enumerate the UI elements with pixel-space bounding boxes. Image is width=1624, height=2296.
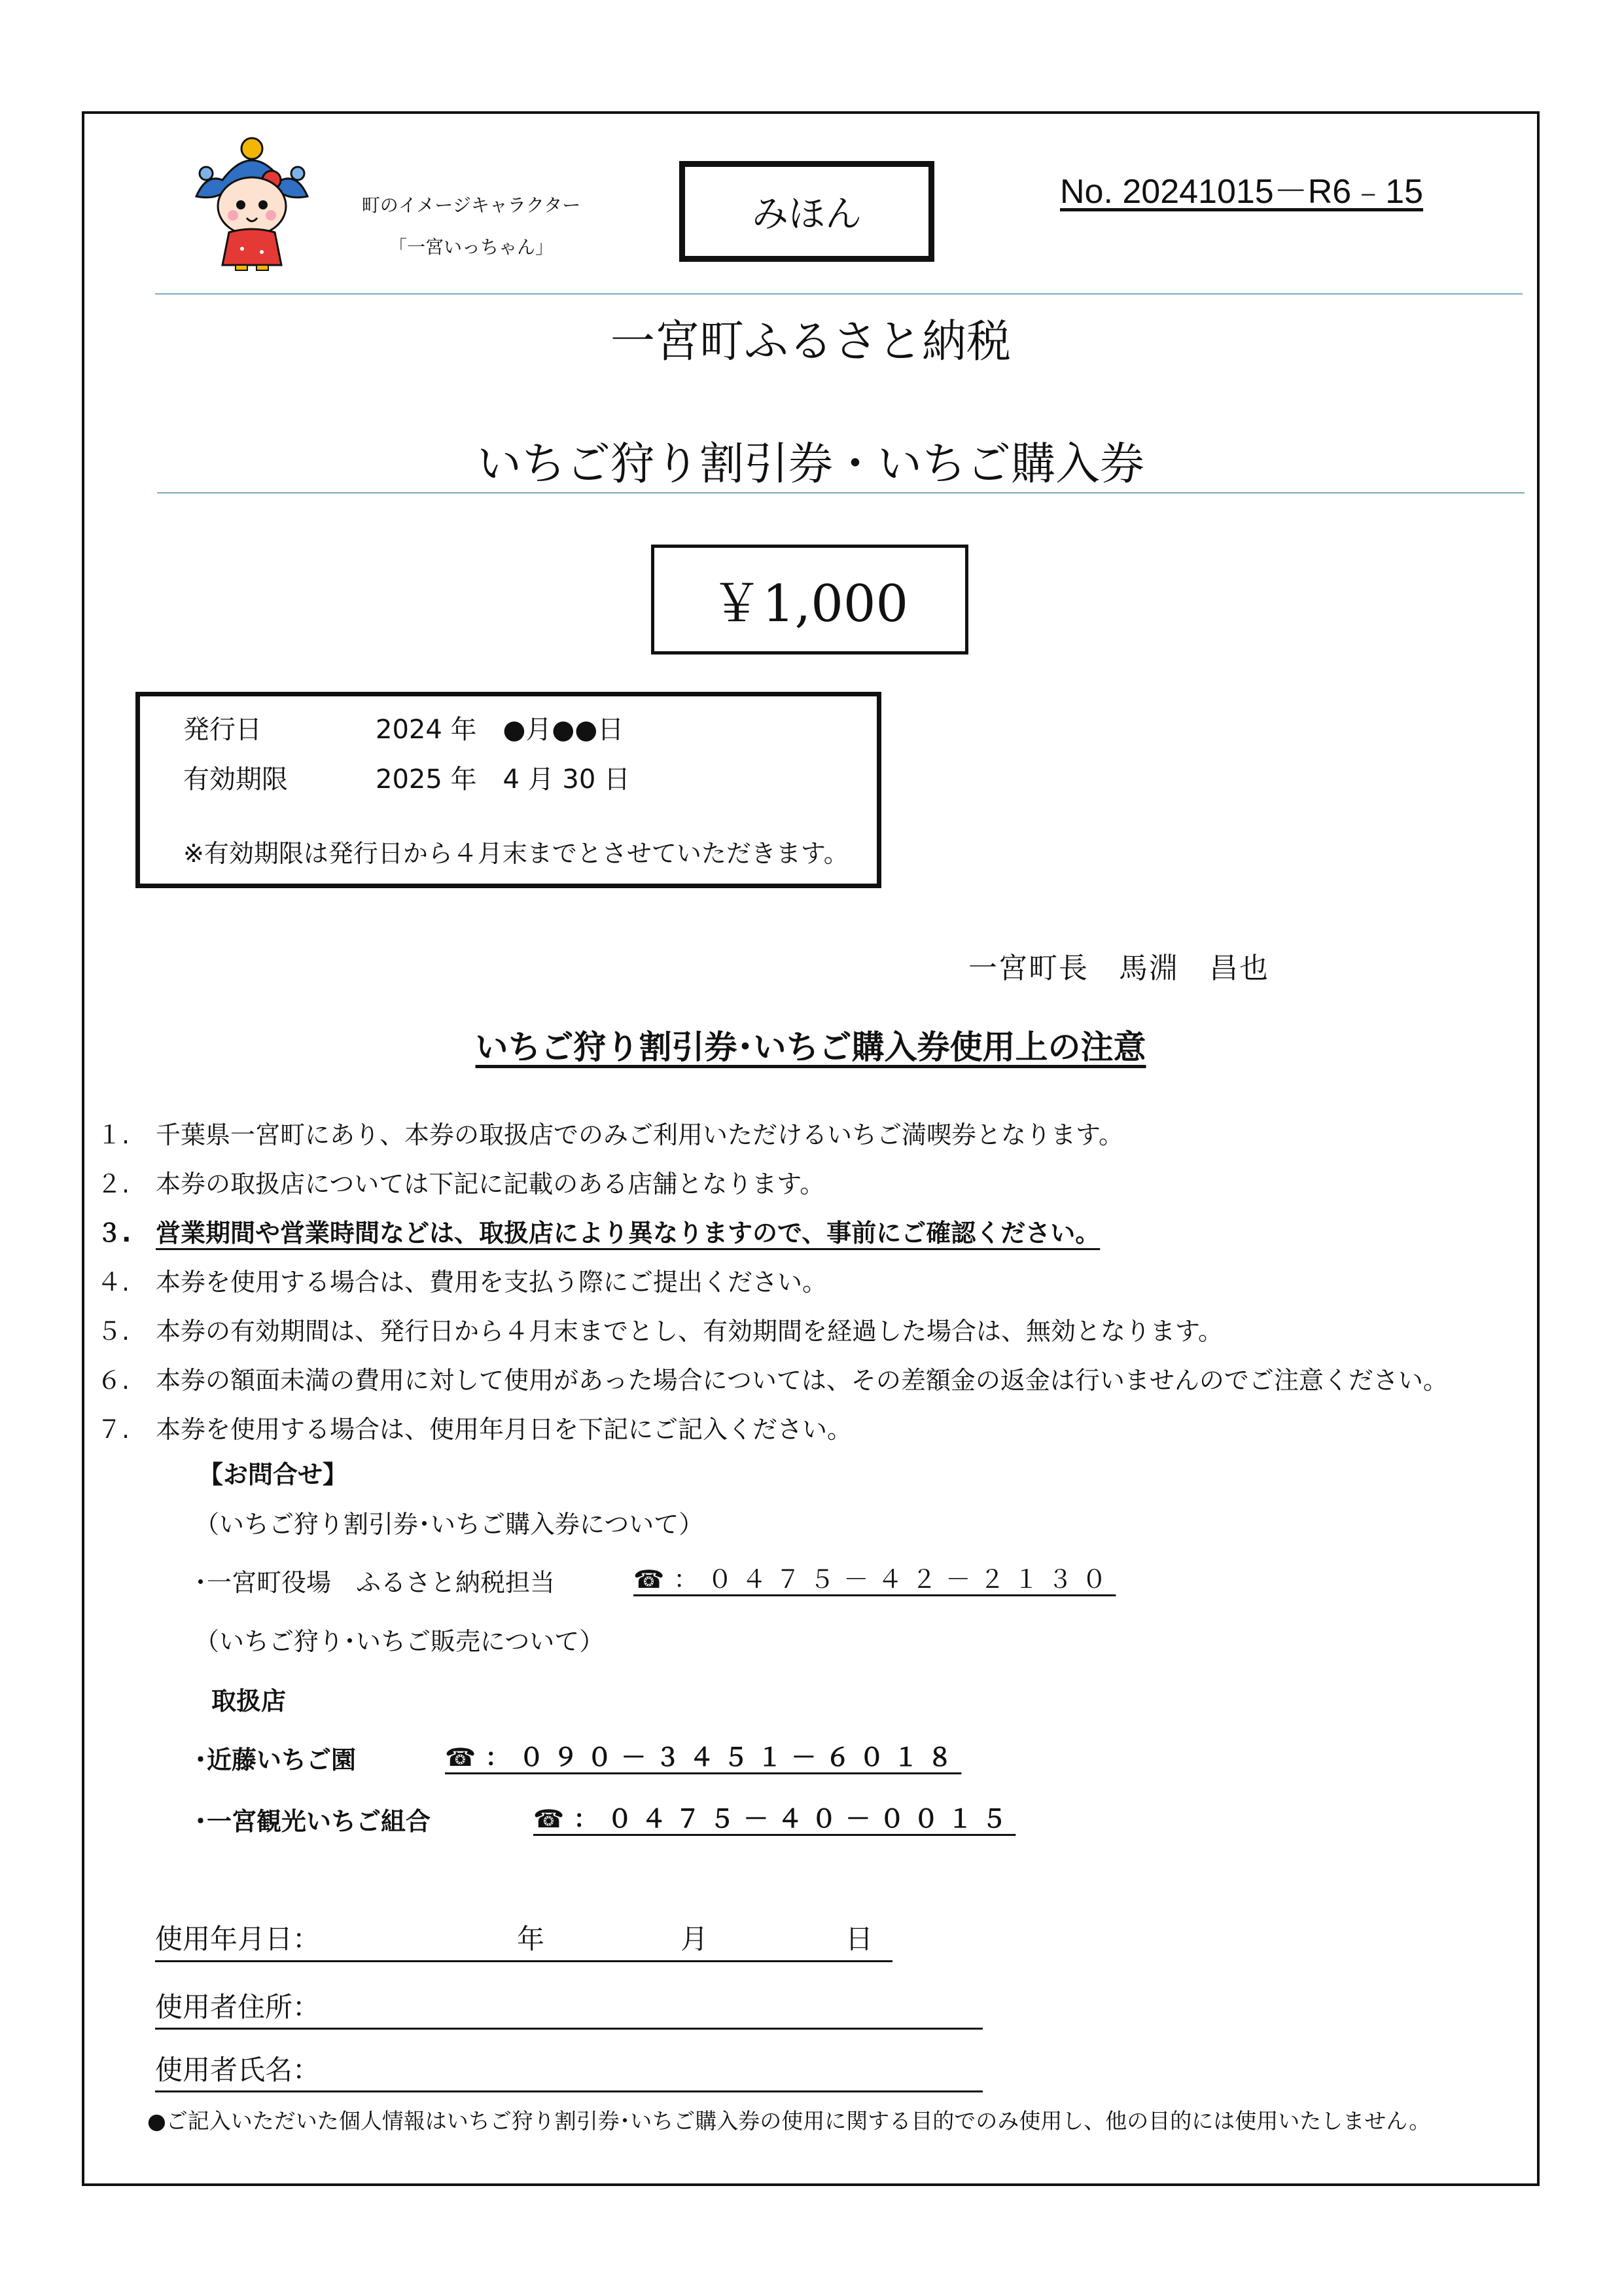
note-text: 本券を使用する場合は、使用年月日を下記にご記入ください。	[156, 1415, 853, 1444]
use-date-label: 使用年月日：	[155, 1923, 321, 1955]
user-address-label: 使用者住所：	[155, 1991, 321, 2023]
amount-box	[651, 545, 968, 655]
notes-heading: いちご狩り割引券･いちご購入券使用上の注意	[475, 1028, 1146, 1066]
contact-subheading-sales: （いちご狩り･いちご販売について）	[194, 1627, 605, 1656]
use-date-year: 年	[517, 1923, 545, 1955]
shop1-phone: ☎：０９０－３４５１－６０１８	[445, 1743, 962, 1772]
note-number: ５.	[97, 1317, 130, 1346]
issue-date-value: 2024 年 ●月●●日	[376, 715, 624, 745]
character-name: 「一宮いっちゃん」	[388, 236, 554, 258]
character-caption: 町のイメージキャラクター	[361, 194, 581, 216]
note-item-5	[97, 1311, 1223, 1347]
note-item-2	[97, 1164, 824, 1200]
title-line1: 一宮町ふるさと納税	[610, 316, 1011, 368]
note-item-6	[97, 1360, 1448, 1396]
note-item-7	[97, 1409, 852, 1445]
user-name-line[interactable]	[155, 2090, 983, 2092]
note-number: ３.	[97, 1219, 132, 1247]
shops-heading: 取扱店	[211, 1687, 287, 1715]
contact-office-label: ･一宮町役場 ふるさと納税担当	[194, 1568, 556, 1597]
contact-subheading-voucher: （いちご狩り割引券･いちご購入券について）	[194, 1510, 704, 1539]
mayor-signature: 一宮町長 馬淵 昌也	[968, 952, 1269, 985]
note-number: ４.	[97, 1268, 130, 1297]
note-number: ２.	[97, 1170, 130, 1198]
note-text: 本券の取扱店については下記に記載のある店舗となります。	[156, 1170, 825, 1198]
note-item-1	[97, 1115, 1123, 1151]
user-address-line[interactable]	[155, 2028, 983, 2030]
contact-office-phone: ☎：０４７５－４２－２１３０	[633, 1565, 1116, 1594]
note-text: 本券を使用する場合は、費用を支払う際にご提出ください。	[156, 1268, 828, 1297]
issue-date-label: 発行日	[183, 715, 262, 745]
amount-value: ￥1,000	[711, 575, 909, 634]
note-item-3	[97, 1213, 1118, 1249]
expiry-date-value: 2025 年 4 月 30 日	[376, 764, 631, 795]
shop2-label: ･一宮観光いちご組合	[194, 1807, 431, 1836]
note-text: 営業期間や営業時間などは、取扱店により異なりますので、事前にご確認ください。	[156, 1219, 1101, 1247]
mascot-illustration	[183, 134, 321, 272]
shop1-label: ･近藤いちご園	[194, 1746, 357, 1774]
note-number: ７.	[97, 1415, 130, 1444]
title-line2: いちご狩り割引券・いちご購入券	[476, 439, 1144, 490]
use-date-day: 日	[845, 1923, 874, 1955]
user-name-label: 使用者氏名：	[155, 2054, 321, 2086]
use-date-month: 月	[680, 1923, 709, 1955]
expiry-note: ※有効期限は発行日から４月末までとさせていただきます。	[183, 839, 849, 868]
note-text: 本券の額面未満の費用に対して使用があった場合については、その差額金の返金は行いませんのでご注意ください。	[156, 1366, 1448, 1395]
sample-stamp	[679, 161, 934, 262]
note-number: １.	[97, 1121, 130, 1149]
divider-top	[155, 293, 1523, 295]
serial-number: No. 20241015－R6﹣15	[1060, 173, 1424, 211]
note-item-4	[97, 1262, 827, 1298]
expiry-date-label: 有効期限	[183, 764, 288, 795]
note-number: ６.	[97, 1366, 130, 1395]
note-text: 本券の有効期間は、発行日から４月末までとし、有効期間を経過した場合は、無効となります。	[156, 1317, 1223, 1346]
divider-bottom	[157, 492, 1525, 493]
sample-stamp-label: みほん	[752, 193, 862, 236]
shop2-phone: ☎：０４７５－４０－００１５	[533, 1804, 1016, 1833]
privacy-notice: ●ご記入いただいた個人情報はいちご狩り割引券･いちご購入券の使用に関する目的でのみ使用し、他の目的には使用いたしません。	[147, 2108, 1431, 2134]
note-text: 千葉県一宮町にあり、本券の取扱店でのみご利用いただけるいちご満喫券となります。	[156, 1121, 1123, 1149]
use-date-line[interactable]	[155, 1960, 892, 1962]
contact-heading: 【お問合せ】	[198, 1460, 348, 1489]
